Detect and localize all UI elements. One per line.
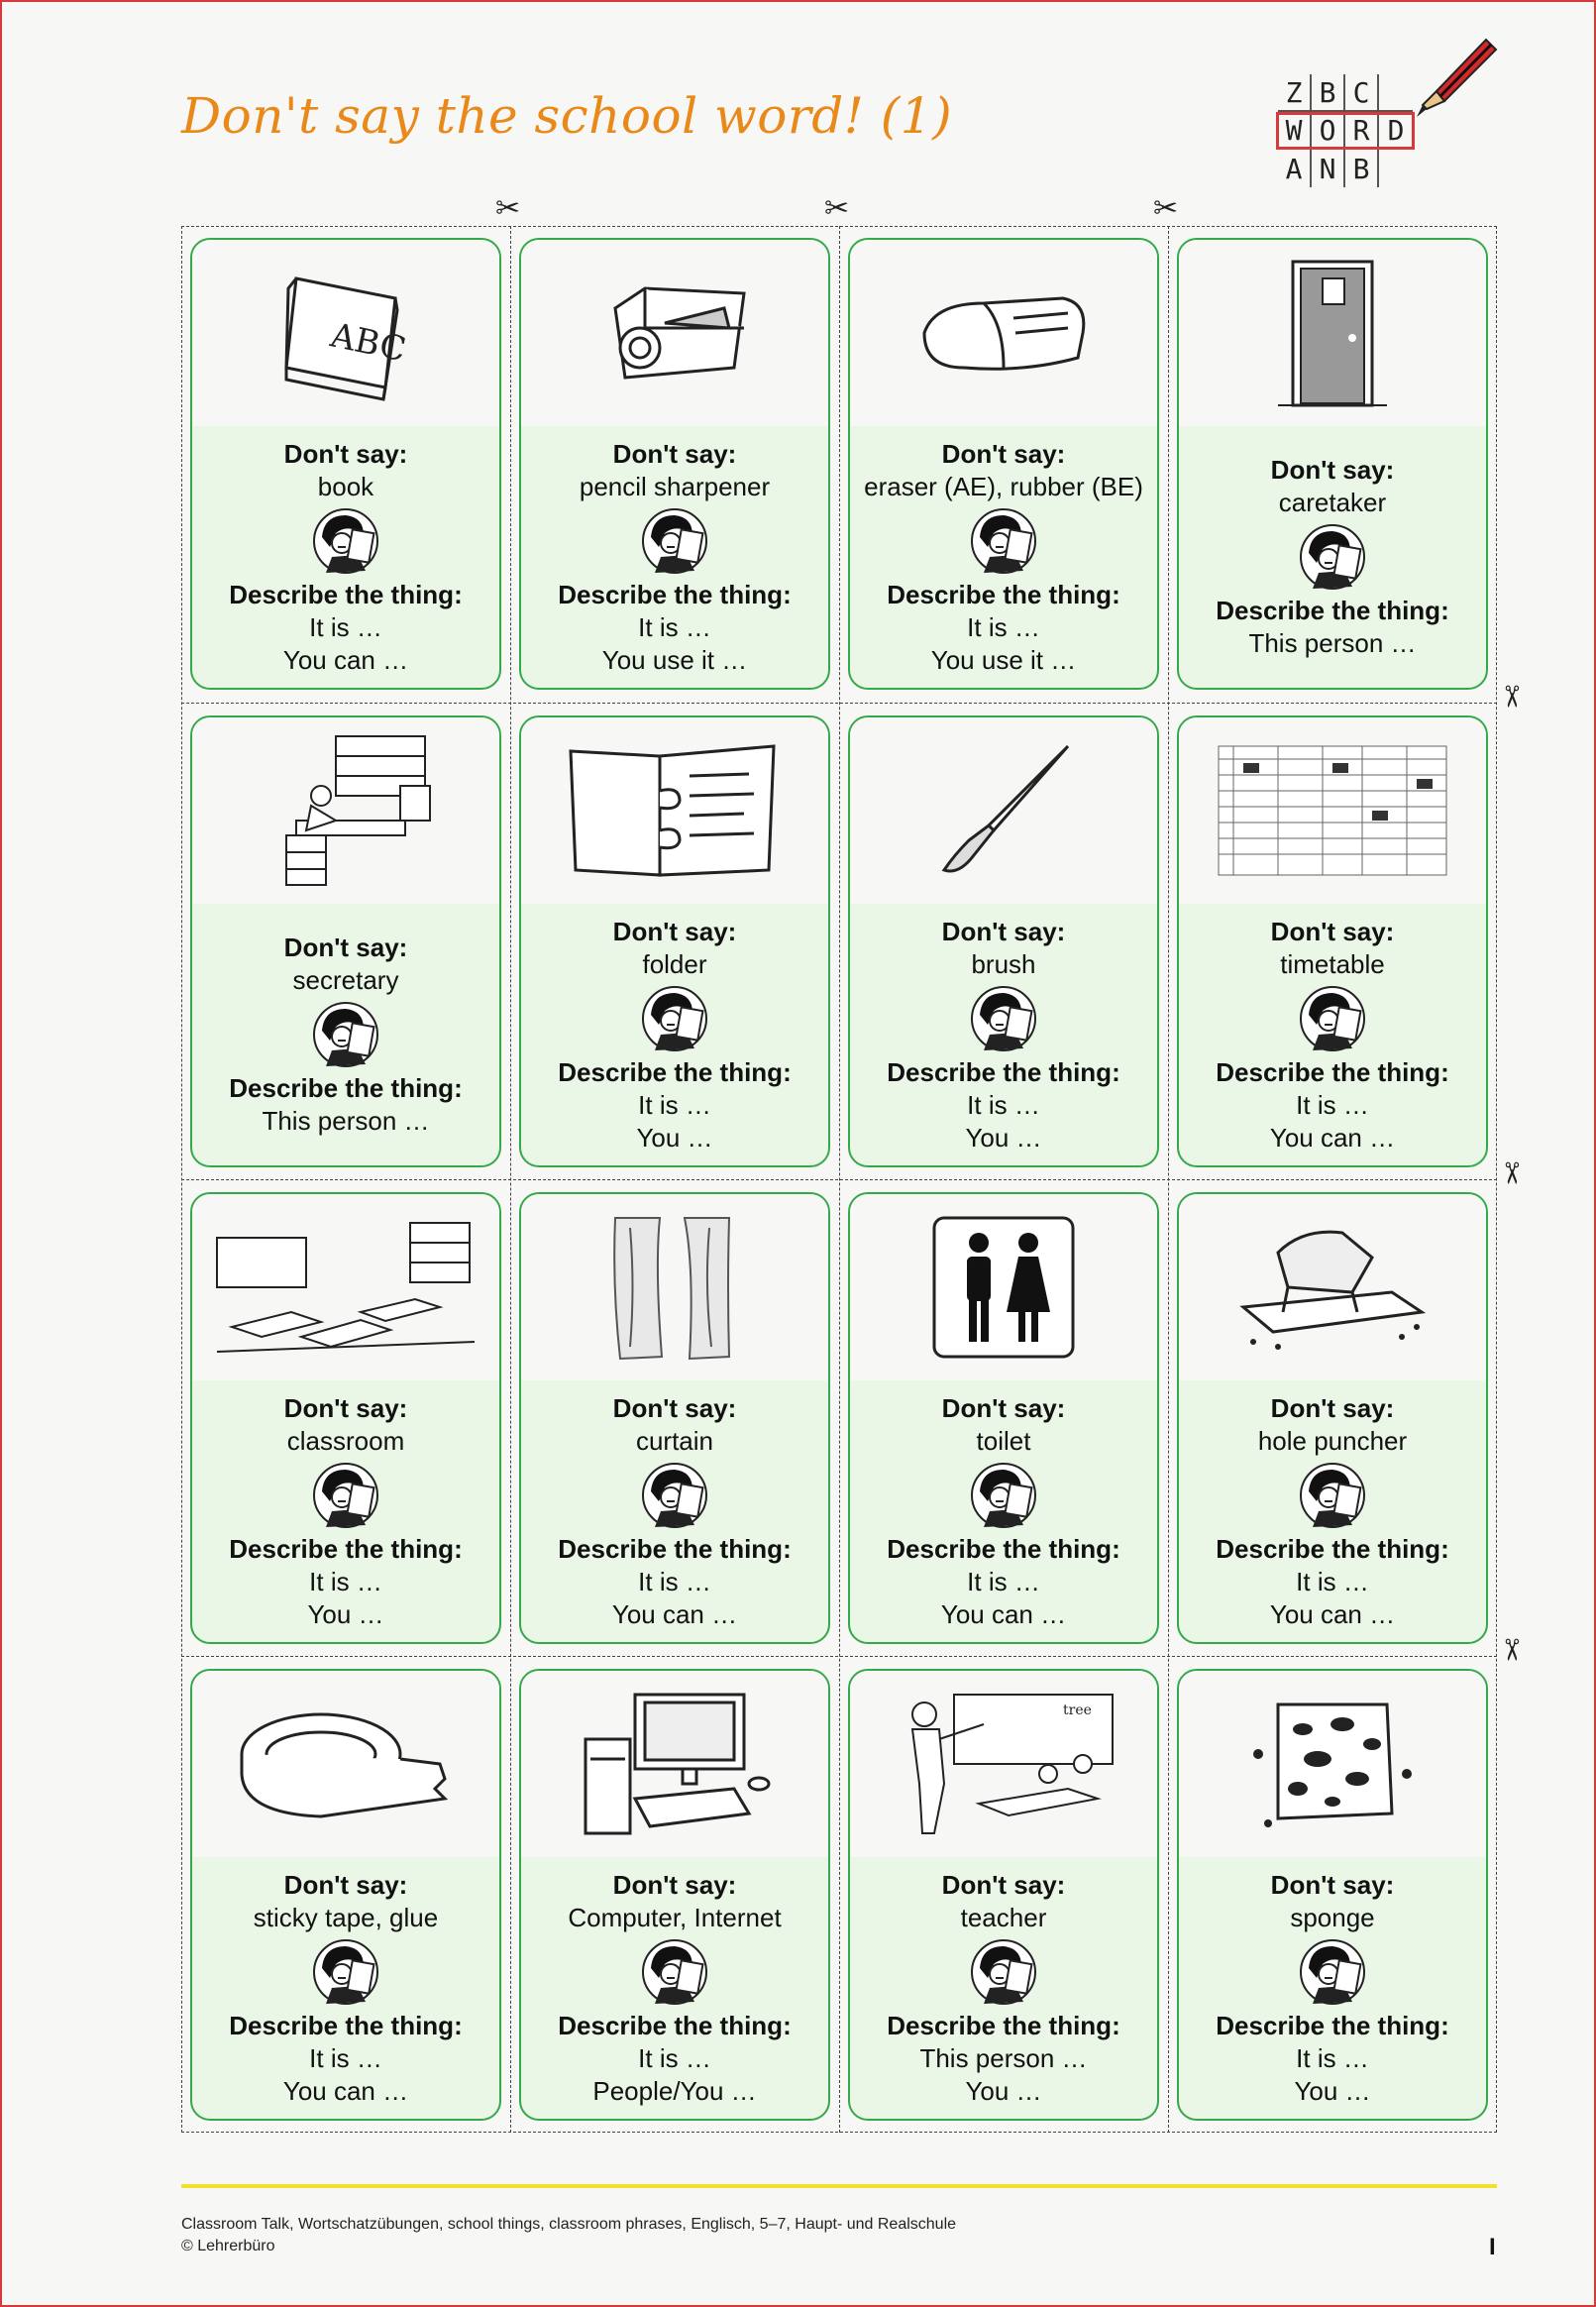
shush-avatar-icon — [641, 507, 708, 575]
classroom-icon — [192, 1194, 499, 1380]
forbidden-word: Computer, Internet — [568, 1902, 782, 1932]
word-card — [848, 238, 1159, 690]
logo-letter: B — [1312, 74, 1345, 112]
card-text — [521, 426, 828, 688]
prompt-line: It is … — [638, 1566, 711, 1596]
word-card — [848, 1192, 1159, 1644]
dont-say-heading: Don't say: — [612, 1392, 737, 1423]
card-text — [192, 1380, 499, 1642]
timetable-icon — [1179, 717, 1486, 904]
word-logo — [1268, 30, 1506, 198]
dont-say-heading: Don't say: — [283, 1869, 408, 1900]
prompt-line: It is … — [967, 1089, 1040, 1120]
dont-say-heading: Don't say: — [283, 438, 408, 469]
scissors-icon: ✂ — [824, 192, 850, 225]
shush-avatar-icon — [970, 985, 1037, 1052]
prompt-line: It is … — [638, 611, 711, 642]
scissors-icon: ✂ — [1153, 192, 1179, 225]
forbidden-word: pencil sharpener — [579, 471, 771, 501]
word-card — [1177, 238, 1488, 690]
shush-avatar-icon — [312, 1462, 379, 1529]
shush-avatar-icon — [1299, 985, 1366, 1052]
prompt-line: You can … — [611, 1598, 738, 1629]
card-text — [521, 904, 828, 1165]
forbidden-word: classroom — [286, 1425, 405, 1456]
cut-line — [181, 703, 1497, 704]
book-icon — [192, 240, 499, 426]
prompt-line: It is … — [967, 611, 1040, 642]
footer — [181, 2214, 956, 2257]
prompt-line: You can … — [940, 1598, 1067, 1629]
prompt-line: It is … — [1296, 2042, 1369, 2073]
forbidden-word: teacher — [960, 1902, 1047, 1932]
card-text — [1179, 1857, 1486, 2119]
word-card — [190, 715, 501, 1167]
dont-say-heading: Don't say: — [612, 1869, 737, 1900]
sponge-icon — [1179, 1671, 1486, 1857]
prompt-line: You can … — [1269, 1598, 1396, 1629]
card-text — [850, 1380, 1157, 1642]
describe-heading: Describe the thing: — [558, 2010, 792, 2040]
prompt-line: It is … — [638, 1089, 711, 1120]
describe-heading: Describe the thing: — [1216, 1056, 1449, 1087]
logo-letter: W — [1278, 112, 1312, 150]
footer-copyright: © Lehrerbüro — [181, 2238, 275, 2254]
prompt-line: It is … — [309, 2042, 382, 2073]
word-card — [190, 1669, 501, 2121]
door-icon — [1179, 240, 1486, 426]
shush-avatar-icon — [970, 507, 1037, 575]
word-card — [190, 238, 501, 690]
word-card — [519, 238, 830, 690]
word-card — [519, 1669, 830, 2121]
dont-say-heading: Don't say: — [941, 1869, 1066, 1900]
describe-heading: Describe the thing: — [887, 1056, 1120, 1087]
prompt-line: You can … — [1269, 1122, 1396, 1153]
shush-avatar-icon — [641, 1462, 708, 1529]
eraser-icon — [850, 240, 1157, 426]
logo-letter: C — [1345, 74, 1379, 112]
card-text — [850, 426, 1157, 688]
cut-line — [181, 1656, 1497, 1657]
prompt-line: It is … — [1296, 1089, 1369, 1120]
dont-say-heading: Don't say: — [1270, 1392, 1395, 1423]
describe-heading: Describe the thing: — [229, 1073, 463, 1103]
brush-icon — [850, 717, 1157, 904]
shush-avatar-icon — [641, 1938, 708, 2006]
cut-line — [181, 1179, 1497, 1180]
shush-avatar-icon — [312, 1938, 379, 2006]
describe-heading: Describe the thing: — [229, 2010, 463, 2040]
prompt-line: You … — [636, 1122, 713, 1153]
prompt-line: You can … — [282, 644, 409, 675]
word-card — [848, 715, 1159, 1167]
shush-avatar-icon — [970, 1938, 1037, 2006]
word-card — [1177, 1192, 1488, 1644]
describe-heading: Describe the thing: — [558, 1533, 792, 1564]
describe-heading: Describe the thing: — [229, 1533, 463, 1564]
card-text — [1179, 426, 1486, 688]
prompt-line: This person … — [919, 2042, 1088, 2073]
office-desk-icon — [192, 717, 499, 904]
toilet-sign-icon — [850, 1194, 1157, 1380]
prompt-line: It is … — [309, 1566, 382, 1596]
tape-roll-icon — [192, 1671, 499, 1857]
describe-heading: Describe the thing: — [229, 579, 463, 609]
scissors-icon: ✂ — [1494, 684, 1528, 710]
shush-avatar-icon — [312, 1001, 379, 1068]
folder-icon — [521, 717, 828, 904]
scissors-icon: ✂ — [1494, 1160, 1528, 1186]
shush-avatar-icon — [970, 1462, 1037, 1529]
forbidden-word: toilet — [976, 1425, 1031, 1456]
word-card — [190, 1192, 501, 1644]
prompt-line: It is … — [1296, 1566, 1369, 1596]
dont-say-heading: Don't say: — [941, 916, 1066, 946]
logo-letter: B — [1345, 150, 1379, 187]
forbidden-word: timetable — [1280, 948, 1385, 979]
card-text — [850, 904, 1157, 1165]
forbidden-word: curtain — [635, 1425, 714, 1456]
describe-heading: Describe the thing: — [887, 1533, 1120, 1564]
prompt-line: This person … — [1248, 628, 1417, 658]
shush-avatar-icon — [312, 507, 379, 575]
scissors-icon: ✂ — [495, 192, 521, 225]
footer-credit-line: Classroom Talk, Wortschatzübungen, school things, classroom phrases, Englisch, 5–7, Haupt- und Realschule — [181, 2216, 957, 2233]
card-text — [192, 1857, 499, 2119]
word-card — [1177, 715, 1488, 1167]
dont-say-heading: Don't say: — [1270, 455, 1395, 485]
dont-say-heading: Don't say: — [612, 438, 737, 469]
curtain-icon — [521, 1194, 828, 1380]
prompt-line: You use it … — [930, 644, 1077, 675]
dont-say-heading: Don't say: — [941, 1392, 1066, 1423]
word-card — [519, 1192, 830, 1644]
card-text — [192, 904, 499, 1165]
dont-say-heading: Don't say: — [283, 933, 408, 962]
scissors-icon: ✂ — [1494, 1637, 1528, 1663]
prompt-line: This person … — [262, 1106, 430, 1136]
describe-heading: Describe the thing: — [558, 1056, 792, 1087]
footer-rule — [181, 2184, 1497, 2188]
prompt-line: It is … — [309, 611, 382, 642]
forbidden-word: secretary — [292, 965, 399, 995]
prompt-line: It is … — [638, 2042, 711, 2073]
forbidden-word: folder — [642, 948, 707, 979]
forbidden-word: brush — [971, 948, 1036, 979]
dont-say-heading: Don't say: — [1270, 916, 1395, 946]
page-title: Don't say the school word! (1) — [181, 87, 953, 145]
describe-heading: Describe the thing: — [1216, 1533, 1449, 1564]
computer-icon — [521, 1671, 828, 1857]
describe-heading: Describe the thing: — [887, 2010, 1120, 2040]
forbidden-word: hole puncher — [1257, 1425, 1408, 1456]
word-card — [848, 1669, 1159, 2121]
dont-say-heading: Don't say: — [1270, 1869, 1395, 1900]
prompt-line: You … — [307, 1598, 384, 1629]
card-text — [521, 1380, 828, 1642]
page-number: I — [1489, 2234, 1496, 2260]
pencil-sharpener-icon — [521, 240, 828, 426]
logo-letter: A — [1278, 150, 1312, 187]
word-card — [519, 715, 830, 1167]
describe-heading: Describe the thing: — [558, 579, 792, 609]
card-text — [1179, 1380, 1486, 1642]
prompt-line: You can … — [282, 2075, 409, 2106]
logo-word-highlight — [1276, 112, 1415, 150]
prompt-line: People/You … — [592, 2075, 757, 2106]
prompt-line: You … — [965, 1122, 1042, 1153]
logo-letter: R — [1345, 112, 1379, 150]
forbidden-word: caretaker — [1278, 488, 1387, 517]
forbidden-word: sticky tape, glue — [253, 1902, 439, 1932]
card-text — [192, 426, 499, 688]
prompt-line: You … — [1294, 2075, 1371, 2106]
logo-letter: O — [1312, 112, 1345, 150]
hole-puncher-icon — [1179, 1194, 1486, 1380]
card-text — [1179, 904, 1486, 1165]
describe-heading: Describe the thing: — [1216, 2010, 1449, 2040]
shush-avatar-icon — [1299, 1938, 1366, 2006]
dont-say-heading: Don't say: — [612, 916, 737, 946]
word-card — [1177, 1669, 1488, 2121]
describe-heading: Describe the thing: — [1216, 596, 1449, 625]
logo-letter — [1379, 150, 1413, 187]
forbidden-word: sponge — [1290, 1902, 1375, 1932]
card-text — [521, 1857, 828, 2119]
forbidden-word: book — [317, 471, 374, 501]
prompt-line: It is … — [967, 1566, 1040, 1596]
logo-letter: D — [1379, 112, 1413, 150]
logo-letter: Z — [1278, 74, 1312, 112]
describe-heading: Describe the thing: — [887, 579, 1120, 609]
dont-say-heading: Don't say: — [941, 438, 1066, 469]
forbidden-word: eraser (AE), rubber (BE) — [864, 471, 1143, 501]
shush-avatar-icon — [1299, 1462, 1366, 1529]
prompt-line: You use it … — [601, 644, 748, 675]
svg-text:tree: tree — [1063, 1703, 1092, 1718]
shush-avatar-icon — [1299, 523, 1366, 591]
prompt-line: You … — [965, 2075, 1042, 2106]
pencil-icon — [1407, 30, 1506, 119]
logo-letter: N — [1312, 150, 1345, 187]
svg-text:ABC: ABC — [327, 315, 410, 371]
shush-avatar-icon — [641, 985, 708, 1052]
card-text — [850, 1857, 1157, 2119]
teacher-icon — [850, 1671, 1157, 1857]
dont-say-heading: Don't say: — [283, 1392, 408, 1423]
